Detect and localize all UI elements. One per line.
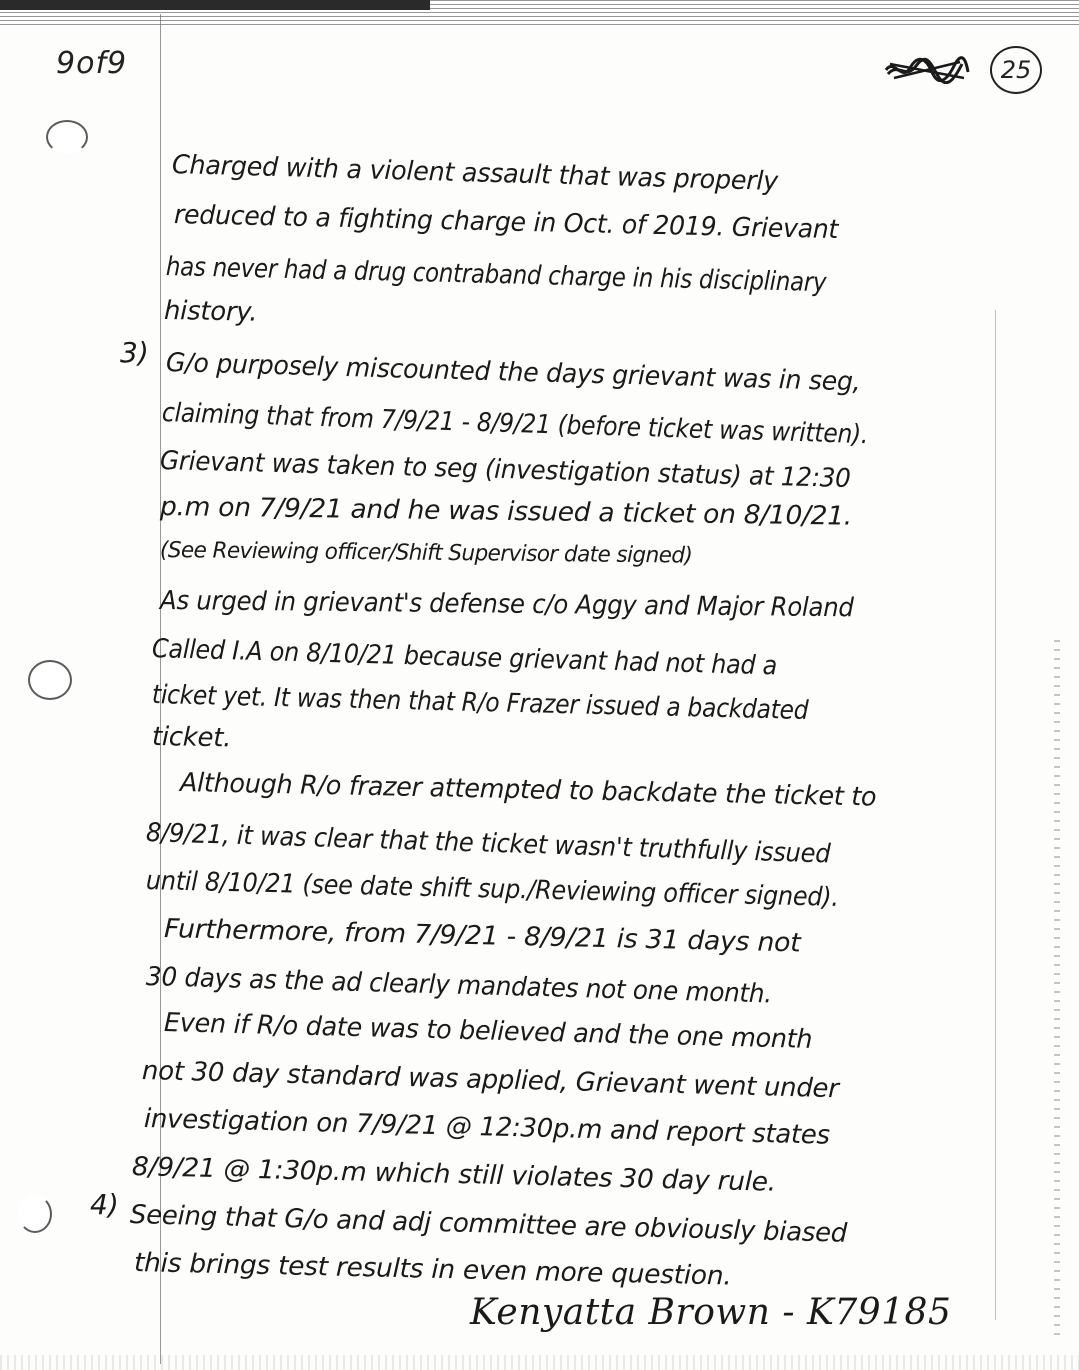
top-edge-shadow (0, 0, 430, 10)
text-line: p.m on 7/9/21 and he was issued a ticket on 8/10/21. (159, 492, 853, 532)
item-number: 4) (90, 1188, 119, 1221)
text-line: has never had a drug contraband charge in his disciplinary (165, 252, 827, 299)
text-line: until 8/10/21 (see date shift sup./Reviewing officer signed). (145, 866, 839, 913)
text-line: Called I.A on 8/10/21 because grievant had not had a (151, 634, 778, 682)
scribbled-out-text (884, 56, 970, 84)
text-line: Grievant was taken to seg (investigation status) at 12:30 (159, 446, 851, 495)
punch-hole-bottom (18, 1195, 52, 1233)
text-line: reduced to a fighting charge in Oct. of 2019. Grievant (173, 200, 839, 246)
text-line: claiming that from 7/9/21 - 8/9/21 (before ticket was written). (161, 398, 869, 451)
text-line: 8/9/21, it was clear that the ticket wasn't truthfully issued (145, 818, 831, 870)
text-line: G/o purposely miscounted the days grievant was in seg, (165, 348, 861, 398)
text-line: Seeing that G/o and adj committee are obviously biased (129, 1200, 848, 1249)
text-line: Although R/o frazer attempted to backdate the ticket to (179, 768, 877, 813)
right-edge-streak (1054, 640, 1060, 1340)
text-line: ticket. (151, 722, 232, 754)
text-line: As urged in grievant's defense c/o Aggy and Major Roland (159, 586, 854, 624)
text-line: (See Reviewing officer/Shift Supervisor date signed) (159, 538, 693, 569)
signature: Kenyatta Brown - K79185 (470, 1292, 952, 1333)
page-count: 9of9 (56, 46, 128, 81)
signature-underline (470, 1340, 850, 1341)
text-line: Even if R/o date was to believed and the one month (163, 1008, 813, 1055)
bottom-scan-noise (0, 1355, 1079, 1370)
page-number-badge: 25 (990, 46, 1042, 94)
text-line: history. (163, 296, 258, 328)
text-line: ticket yet. It was then that R/o Frazer issued a backdated (151, 680, 809, 727)
right-margin-rule (995, 310, 996, 1320)
punch-hole-middle (28, 660, 72, 700)
text-line: Furthermore, from 7/9/21 - 8/9/21 is 31 days not (163, 914, 801, 959)
text-line: Charged with a violent assault that was properly (171, 150, 779, 197)
text-line: 8/9/21 @ 1:30p.m which still violates 30 day rule. (131, 1152, 777, 1198)
punch-hole-top (46, 120, 88, 154)
text-line: 30 days as the ad clearly mandates not one month. (145, 962, 773, 1010)
text-line: investigation on 7/9/21 @ 12:30p.m and report states (143, 1104, 831, 1151)
text-line: not 30 day standard was applied, Grievant went under (141, 1056, 839, 1105)
item-number: 3) (120, 336, 149, 369)
text-line: this brings test results in even more question. (133, 1248, 732, 1292)
